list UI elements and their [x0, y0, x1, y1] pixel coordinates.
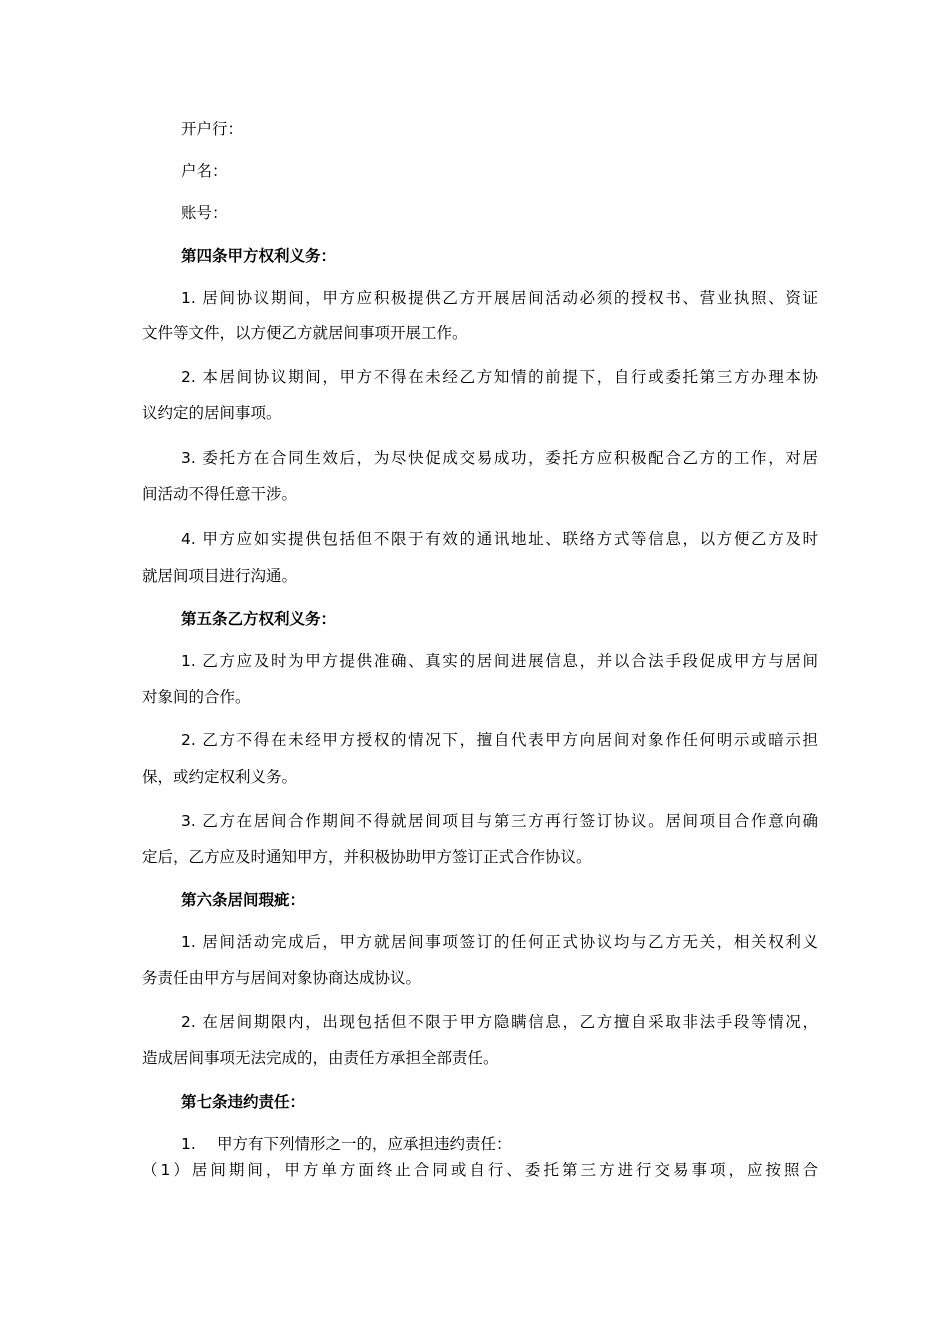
article4-item2-line2: 议约定的居间事项。	[142, 404, 282, 422]
article4-item1-line2: 文件等文件，以方便乙方就居间事项开展工作。	[142, 324, 468, 342]
article6-item2-line2: 造成居间事项无法完成的，由责任方承担全部责任。	[142, 1049, 499, 1067]
article7-item1	[181, 1134, 512, 1154]
article6-item1-line1: 1. 居间活动完成后，甲方就居间事项签订的任何正式协议均与乙方无关，相关权利义	[181, 933, 818, 951]
article5-heading: 第五条乙方权利义务：	[181, 610, 337, 628]
article7-item1-number: 1.	[181, 1135, 196, 1153]
article7-sub1-line1: （1）居间期间，甲方单方面终止合同或自行、委托第三方进行交易事项，应按照合	[142, 1161, 818, 1179]
article5-item3-line2: 定后，乙方应及时通知甲方，并积极协助甲方签订正式合作协议。	[142, 848, 592, 866]
article4-item2-line1: 2. 本居间协议期间，甲方不得在未经乙方知情的前提下，自行或委托第三方办理本协	[181, 368, 818, 386]
article5-item2-line2: 保，或约定权利义务。	[142, 768, 298, 786]
article4-item3-line1: 3. 委托方在合同生效后，为尽快促成交易成功，委托方应积极配合乙方的工作，对居	[181, 449, 818, 467]
article5-item3-line1: 3. 乙方在居间合作期间不得就居间项目与第三方再行签订协议。居间项目合作意向确	[181, 812, 818, 830]
article7-heading: 第七条违约责任：	[181, 1093, 306, 1111]
article4-heading: 第四条甲方权利义务：	[181, 247, 337, 265]
bank-label: 开户行：	[181, 120, 244, 138]
article4-item3-line2: 间活动不得任意干涉。	[142, 485, 298, 503]
article4-item4-line1: 4. 甲方应如实提供包括但不限于有效的通讯地址、联络方式等信息，以方便乙方及时	[181, 530, 818, 548]
article4-item4-line2: 就居间项目进行沟通。	[142, 567, 298, 585]
account-number-label: 账号：	[181, 204, 228, 222]
article5-item2-line1: 2. 乙方不得在未经甲方授权的情况下，擅自代表甲方向居间对象作任何明示或暗示担	[181, 731, 818, 749]
article5-item1-line2: 对象间的合作。	[142, 688, 251, 706]
article7-item1-text: 甲方有下列情形之一的，应承担违约责任：	[217, 1135, 512, 1153]
article4-item1-line1: 1. 居间协议期间，甲方应积极提供乙方开展居间活动必须的授权书、营业执照、资证	[181, 289, 818, 307]
account-name-label: 户名：	[181, 162, 228, 180]
article6-item2-line1: 2. 在居间期限内，出现包括但不限于甲方隐瞒信息，乙方擅自采取非法手段等情况，	[181, 1013, 818, 1031]
article5-item1-line1: 1. 乙方应及时为甲方提供准确、真实的居间进展信息，并以合法手段促成甲方与居间	[181, 652, 818, 670]
article6-item1-line2: 务责任由甲方与居间对象协商达成协议。	[142, 969, 422, 987]
article6-heading: 第六条居间瑕疵：	[181, 891, 306, 909]
